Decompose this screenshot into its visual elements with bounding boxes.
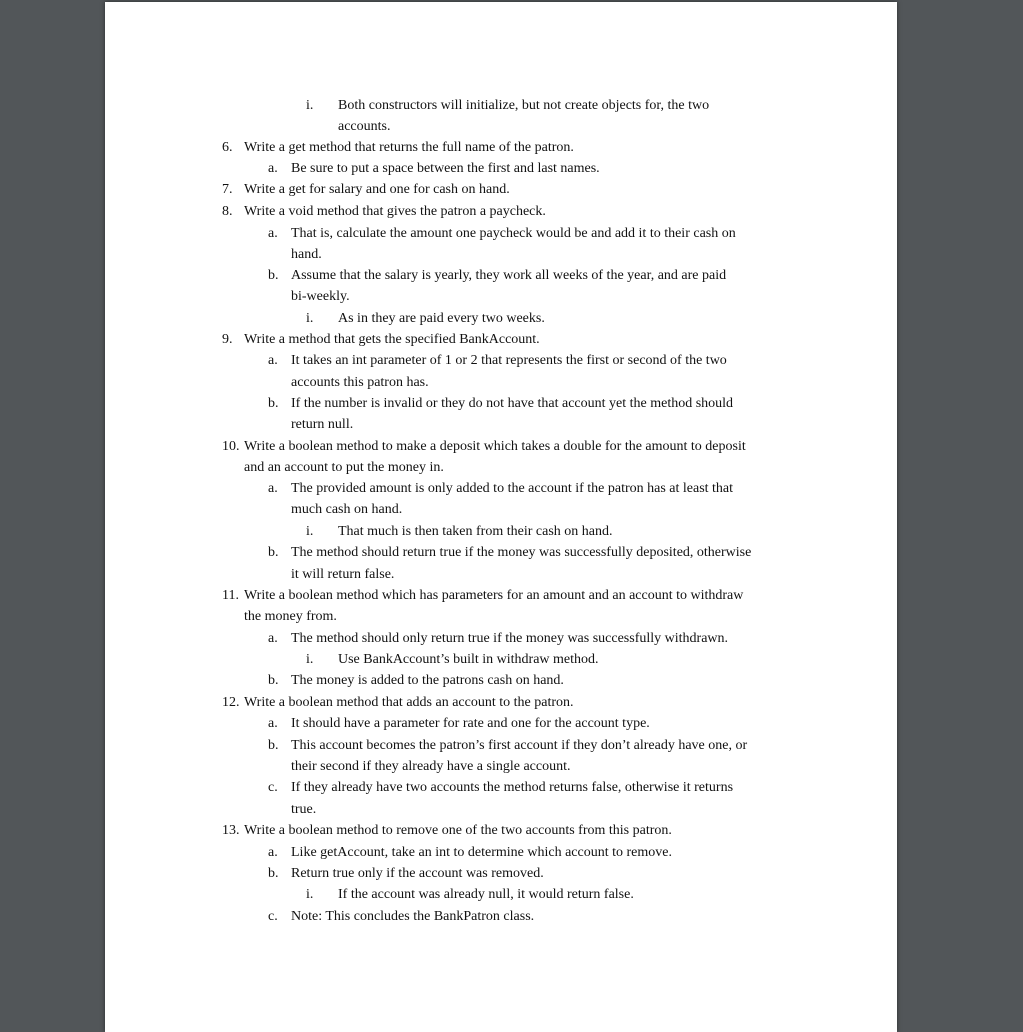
list-text: It should have a parameter for rate and one for the account type. [291,716,650,731]
list-marker: 9. [222,332,233,347]
list-text: Write a boolean method which has parameters for an amount and an account to withdraw [244,588,744,603]
list-text: Write a get for salary and one for cash on hand. [244,182,510,197]
list-marker: c. [268,909,278,924]
list-marker: b. [268,396,279,411]
list-marker: 12. [222,695,240,710]
list-text: much cash on hand. [291,502,403,517]
list-marker: b. [268,738,279,753]
list-text: Return true only if the account was removed. [291,866,544,881]
list-text: Write a method that gets the specified BankAccount. [244,332,540,347]
list-text: Write a boolean method that adds an account to the patron. [244,695,574,710]
list-marker: i. [306,887,314,902]
list-marker: 13. [222,823,240,838]
list-marker: b. [268,545,279,560]
list-text: Be sure to put a space between the first and last names. [291,161,600,176]
list-text: If they already have two accounts the method returns false, otherwise it returns [291,780,734,795]
list-marker: a. [268,226,278,241]
list-text: Like getAccount, take an int to determine which account to remove. [291,845,672,860]
list-text: and an account to put the money in. [244,460,444,475]
list-marker: a. [268,845,278,860]
list-marker: i. [306,98,314,113]
list-marker: a. [268,161,278,176]
list-marker: b. [268,673,279,688]
list-marker: b. [268,866,279,881]
list-marker: 6. [222,140,233,155]
list-marker: b. [268,268,279,283]
list-marker: i. [306,652,314,667]
list-text: Write a get method that returns the full name of the patron. [244,140,574,155]
list-text: Note: This concludes the BankPatron class. [291,909,535,924]
list-marker: a. [268,631,278,646]
list-marker: a. [268,481,278,496]
list-marker: c. [268,780,278,795]
list-text: The money is added to the patrons cash on hand. [291,673,564,688]
list-text: hand. [291,247,322,262]
list-text: bi-weekly. [291,289,350,304]
list-text: accounts. [338,119,391,134]
list-text: their second if they already have a single account. [291,759,571,774]
list-text: Both constructors will initialize, but not create objects for, the two [338,98,710,113]
list-marker: a. [268,716,278,731]
list-marker: 10. [222,439,240,454]
list-text: The provided amount is only added to the account if the patron has at least that [291,481,734,496]
document-page [105,2,897,1032]
list-text: true. [291,802,317,817]
list-marker: 8. [222,204,233,219]
list-text: return null. [291,417,354,432]
list-marker: 11. [222,588,239,603]
list-text: That is, calculate the amount one paycheck would be and add it to their cash on [291,226,736,241]
list-marker: 7. [222,182,233,197]
list-text: accounts this patron has. [291,375,429,390]
list-text: it will return false. [291,567,395,582]
list-text: If the number is invalid or they do not have that account yet the method should [291,396,734,411]
list-text: Write a boolean method to remove one of the two accounts from this patron. [244,823,672,838]
list-text: the money from. [244,609,337,624]
list-text: The method should return true if the money was successfully deposited, otherwise [291,545,752,560]
list-text: As in they are paid every two weeks. [338,311,545,326]
list-marker: a. [268,353,278,368]
list-text: The method should only return true if the money was successfully withdrawn. [291,631,729,646]
list-marker: i. [306,311,314,326]
list-text: Write a void method that gives the patron a paycheck. [244,204,546,219]
list-text: If the account was already null, it would return false. [338,887,634,902]
list-text: Write a boolean method to make a deposit which takes a double for the amount to deposit [244,439,746,454]
list-text: Assume that the salary is yearly, they work all weeks of the year, and are paid [291,268,727,283]
list-text: It takes an int parameter of 1 or 2 that represents the first or second of the two [291,353,727,368]
list-marker: i. [306,524,314,539]
list-text: This account becomes the patron’s first account if they don’t already have one, or [291,738,748,753]
list-text: Use BankAccount’s built in withdraw method. [338,652,599,667]
list-text: That much is then taken from their cash on hand. [338,524,613,539]
